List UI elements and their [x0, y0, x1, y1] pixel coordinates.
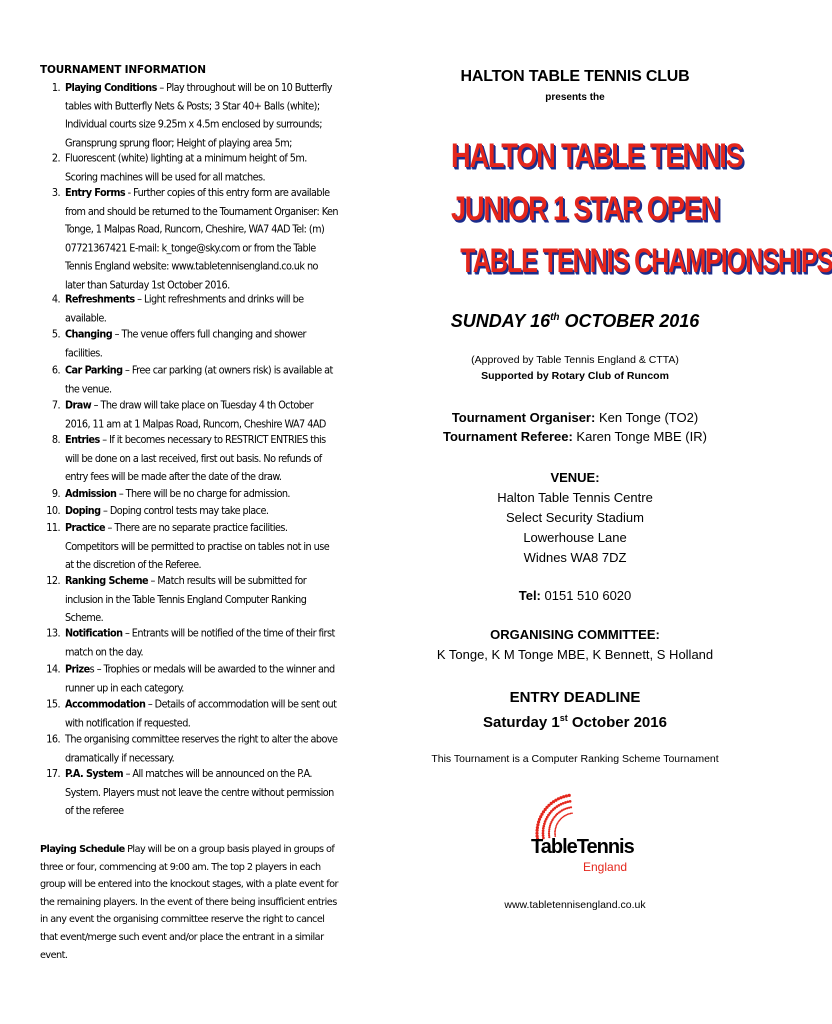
tournament-information-section [40, 64, 340, 964]
item-label: Changing [65, 329, 113, 342]
logo-dot [568, 794, 571, 797]
info-item [40, 326, 340, 363]
logo-dot [554, 832, 556, 834]
venue-line: Widnes WA8 7DZ [523, 550, 627, 565]
logo-dot [542, 827, 545, 830]
item-text: – Free car parking (at owners risk) is available at the venue. [65, 364, 333, 395]
supporter-note: Supported by Rotary Club of Runcom [481, 370, 669, 382]
info-item [40, 485, 340, 503]
item-number: 1. [51, 82, 60, 94]
front-panel [420, 64, 832, 911]
telephone [420, 588, 730, 603]
item-number: 9. [51, 488, 60, 500]
logo-dot [535, 832, 538, 835]
section-title: TOURNAMENT INFORMATION [40, 64, 206, 76]
website-link[interactable]: www.tabletennisengland.co.uk [504, 899, 646, 911]
item-text: – There are no separate practice facilities. Competitors will be permitted to practise on tables not in use at the discretion of the Referee. [65, 522, 330, 572]
logo-dot [554, 831, 556, 833]
logo-dot [555, 828, 557, 830]
item-text: s – Trophies or medals will be awarded to the winner and runner up in each category. [65, 663, 335, 694]
referee-value: Karen Tonge MBE (IR) [572, 429, 707, 444]
entry-deadline [420, 687, 730, 733]
deadline-rest: October 2016 [567, 714, 667, 731]
info-item [40, 184, 340, 295]
logo-dot [570, 813, 572, 815]
item-number: 17. [46, 768, 60, 781]
deadline-main: Saturday 1 [483, 714, 560, 731]
item-number: 11. [46, 522, 60, 535]
deadline-date [420, 708, 730, 733]
logo-dot [569, 800, 572, 803]
officials [420, 408, 730, 446]
item-number: 14. [46, 663, 60, 676]
date-suffix: th [550, 312, 560, 323]
schedule-text: Play will be on a group basis played in groups of three or four, commencing at 9:00 am. The top 2 players in each group will be entered into the knockout stages, with a plate event for the remaining players. In the event of there being insufficient entries in any event the organising committee reserve the right to cancel that event/merge such event and/or place the entrant in a similar event. [40, 843, 338, 961]
item-number: 4. [51, 294, 60, 306]
logo-dot [565, 794, 568, 797]
info-list [40, 81, 340, 820]
item-label: Ranking Scheme [65, 575, 149, 588]
item-text: - Further copies of this entry form are available from and should be returned to the Tournament Organiser: Ken Tonge, 1 Malpas Road, Runcorn, Cheshire, WA7 4AD Tel: (m) 07721367421 E-mail: k_tonge@sky.com or from the Table Tennis England website: www.tabletennisengland.co.uk no later than Saturday 1st October 2016. [65, 187, 339, 291]
item-label: Refreshments [65, 294, 135, 306]
headline-line-2: JUNIOR 1 STAR OPEN [451, 190, 720, 228]
info-item [40, 432, 340, 487]
logo-subtitle: England [583, 860, 628, 874]
logo-dot [564, 801, 567, 804]
organiser-value: Ken Tonge (TO2) [595, 410, 699, 425]
presents-text: presents the [545, 92, 605, 103]
committee-label: ORGANISING COMMITTEE: [490, 627, 660, 642]
info-item [40, 520, 340, 575]
organiser-line [420, 408, 730, 427]
item-number: 6. [51, 364, 60, 377]
logo-dot [536, 823, 539, 826]
item-text: – Light refreshments and drinks will be available. [65, 294, 304, 325]
logo-dot [542, 832, 545, 835]
item-number: 8. [51, 434, 60, 447]
item-label: Accommodation [65, 699, 146, 711]
item-text: Fluorescent (white) lighting at a minimum height of 5m. Scoring machines will be used for all matches. [65, 153, 307, 184]
committee-value: K Tonge, K M Tonge MBE, K Bennett, S Holland [436, 647, 714, 662]
logo-dot [566, 800, 569, 803]
logo-dot [571, 812, 573, 814]
headline-line-3: TABLE TENNIS CHAMPIONSHIPS [460, 242, 832, 280]
item-text: – There will be no charge for admission. [116, 488, 290, 500]
logo-dot [543, 822, 546, 825]
logo-swoosh-icon [505, 777, 645, 887]
logo-wordmark: TableTennis [531, 836, 634, 858]
item-text: – Entrants will be notified of the time of their first match on the day. [65, 628, 335, 659]
logo-dot [570, 806, 572, 808]
logo-dot [536, 826, 539, 829]
logo-dot [548, 830, 550, 832]
item-text: – The draw will take place on Tuesday 4 th October 2016, 11 am at 1 Malpas Road, Runcorn, Cheshire WA7 4AD [65, 399, 326, 430]
venue-label: VENUE: [550, 470, 600, 485]
venue-line: Lowerhouse Lane [523, 530, 627, 545]
logo-dot [549, 824, 551, 826]
date-main: SUNDAY 16 [450, 311, 551, 331]
logo-dot [549, 826, 551, 828]
item-text: – Doping control tests may take place. [100, 505, 269, 518]
logo-dot [568, 807, 570, 809]
info-item [40, 766, 340, 821]
info-item [40, 503, 340, 521]
referee-label: Tournament Referee: [443, 429, 573, 444]
item-label: Notification [65, 628, 123, 641]
info-item [40, 150, 340, 187]
item-number: 7. [51, 399, 60, 412]
info-item [40, 291, 340, 328]
item-text: – If it becomes necessary to RESTRICT ENTRIES this will be done on a last received, first out basis. No refunds of entry fees will be made after the date of the draw. [65, 434, 326, 484]
logo-dot [536, 829, 539, 832]
logo-dot [544, 820, 547, 823]
schedule-label: Playing Schedule [40, 843, 125, 855]
info-item [40, 626, 340, 663]
item-number: 3. [51, 187, 60, 199]
deadline-suffix: st [559, 713, 568, 723]
logo-dot [548, 832, 550, 834]
info-item [40, 696, 340, 733]
item-number: 10. [46, 505, 60, 518]
item-number: 5. [51, 329, 60, 342]
item-label: Car Parking [65, 364, 123, 377]
info-item [40, 731, 340, 768]
item-number: 2. [51, 153, 60, 166]
item-number: 15. [46, 699, 60, 711]
tel-label: Tel: [518, 588, 541, 603]
item-label: Draw [65, 399, 92, 412]
headline-line-1: HALTON TABLE TENNIS [451, 137, 743, 175]
item-number: 13. [46, 628, 60, 641]
logo-dot [555, 826, 557, 828]
item-label: Playing Conditions [65, 82, 157, 94]
item-label: Entries [65, 434, 100, 447]
info-item [40, 79, 340, 153]
info-item [40, 362, 340, 399]
item-label: P.A. System [65, 768, 124, 781]
item-number: 12. [46, 575, 60, 588]
item-label: Practice [65, 522, 106, 535]
referee-line [420, 427, 730, 446]
club-name: HALTON TABLE TENNIS CLUB [460, 68, 690, 85]
ranking-note: This Tournament is a Computer Ranking Scheme Tournament [431, 753, 719, 765]
logo-dot [550, 823, 552, 825]
item-text: – Play throughout will be on 10 Butterfly tables with Butterfly Nets & Posts; 3 Star 40+ Balls (white); Individual courts size 9.25m x 4.5m enclosed by surrounds; Gransprung sprung floor; Height of playing area 5m; [65, 82, 332, 150]
tel-value: 0151 510 6020 [540, 588, 632, 603]
venue-line: Halton Table Tennis Centre [497, 490, 653, 505]
item-label: Entry Forms [65, 187, 126, 199]
logo-dot [548, 828, 550, 830]
table-tennis-england-logo [505, 777, 645, 887]
logo-dot [537, 820, 540, 823]
logo-dot [542, 825, 545, 828]
item-text: – Match results will be submitted for inclusion in the Table Tennis England Computer Ranking Scheme. [65, 575, 307, 624]
item-number: 16. [46, 734, 60, 746]
info-item [40, 572, 340, 627]
organiser-label: Tournament Organiser: [451, 410, 596, 425]
date-rest: OCTOBER 2016 [559, 311, 700, 331]
item-label: Prize [65, 663, 90, 676]
organising-committee [420, 625, 730, 665]
venue-line: Select Security Stadium [505, 510, 644, 525]
item-text: The organising committee reserves the right to alter the above dramatically if necessary. [65, 734, 338, 765]
item-label: Doping [65, 505, 101, 518]
item-text: – All matches will be announced on the P.A. System. Players must not leave the centre without permission of the referee [65, 768, 334, 818]
logo-dot [542, 829, 545, 832]
approval-note: (Approved by Table Tennis England & CTTA) [471, 354, 679, 366]
venue-block [420, 468, 730, 568]
item-text: – The venue offers full changing and shower facilities. [65, 329, 306, 360]
info-item [40, 661, 340, 698]
playing-schedule [40, 841, 340, 964]
info-item [40, 397, 340, 434]
item-label: Admission [65, 488, 117, 500]
event-date [420, 311, 730, 332]
item-text: – Details of accommodation will be sent out with notification if requested. [65, 699, 337, 730]
deadline-label: ENTRY DEADLINE [509, 689, 641, 706]
